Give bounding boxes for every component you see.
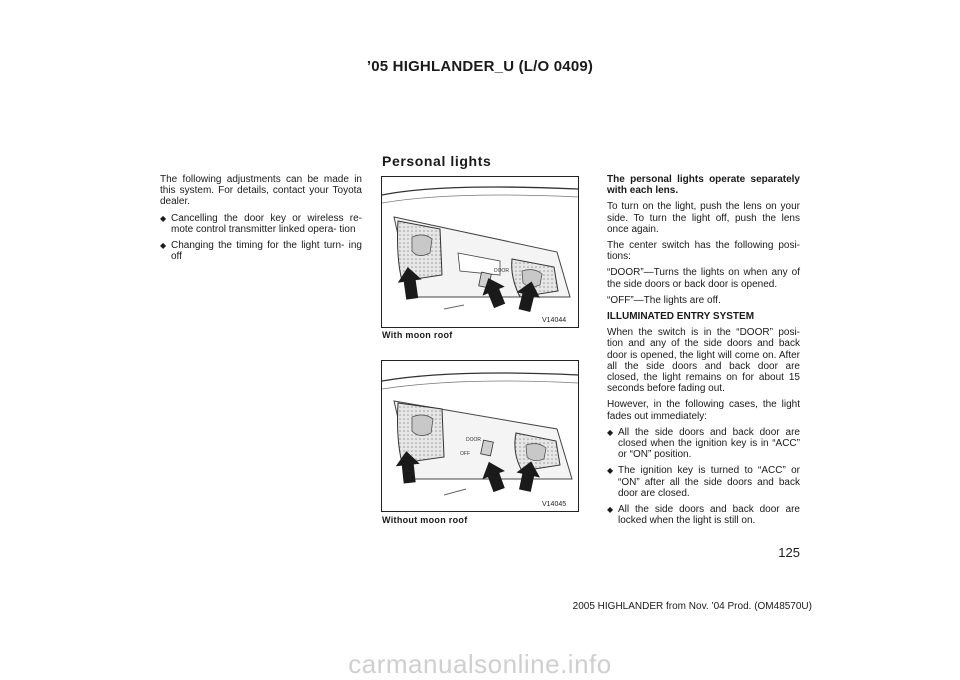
door-switch-label: DOOR — [494, 268, 509, 274]
right-bullet-item: ◆ The ignition key is turned to “ACC” or “ON” after all the side doors and back door are closed. — [607, 465, 800, 499]
door-switch-label: DOOR — [466, 437, 481, 443]
right-bullet-item: ◆ All the side doors and back door are locked when the light is still on. — [607, 504, 800, 526]
off-switch-label: OFF — [460, 451, 470, 457]
left-column — [160, 174, 362, 267]
footer-text: 2005 HIGHLANDER from Nov. ’04 Prod. (OM48570U) — [572, 601, 812, 612]
figure-caption: With moon roof — [382, 330, 453, 340]
paragraph: The center switch has the following posi- tions: — [607, 240, 800, 263]
page-number: 125 — [778, 545, 800, 560]
left-bullet-item: ◆ Cancelling the door key or wireless re- mote control transmitter linked opera- tion — [160, 213, 362, 235]
figure-code: V14044 — [542, 317, 567, 324]
watermark: carmanualsonline.info — [348, 649, 612, 679]
figure-code: V14045 — [542, 501, 567, 508]
figure-without-moon-roof — [381, 360, 579, 512]
figure-caption: Without moon roof — [382, 515, 468, 525]
section-title: Personal lights — [382, 153, 492, 169]
header-title: ’05 HIGHLANDER_U (L/O 0409) — [366, 58, 594, 75]
figure-with-moon-roof — [381, 176, 579, 328]
paragraph: “DOOR”—Turns the lights on when any of the side doors or back door is opened. — [607, 267, 800, 290]
right-column — [607, 174, 800, 531]
paragraph: “OFF”—The lights are off. — [607, 294, 721, 306]
overhead-console-illustration — [382, 361, 578, 511]
paragraph: When the switch is in the “DOOR” posi- tion and any of the side doors and back door is opened, the light will come on. After all the side doors and back door are closed, the light remains on for about 15 seconds before fading out. — [607, 327, 800, 395]
left-bullet-item: ◆ Changing the timing for the light turn- ing off — [160, 240, 362, 262]
overhead-console-illustration — [382, 177, 578, 327]
subsection-heading: ILLUMINATED ENTRY SYSTEM — [607, 311, 755, 323]
right-bullet-item: ◆ All the side doors and back door are closed when the ignition key is in “ACC” or “ON” position. — [607, 427, 800, 461]
lead-paragraph: The personal lights operate separately with each lens. — [607, 174, 800, 197]
paragraph: To turn on the light, push the lens on your side. To turn the light off, push the lens once again. — [607, 201, 800, 235]
paragraph: However, in the following cases, the light fades out immediately: — [607, 399, 800, 422]
intro-paragraph: The following adjustments can be made in this system. For details, contact your Toyota dealer. — [160, 174, 362, 208]
